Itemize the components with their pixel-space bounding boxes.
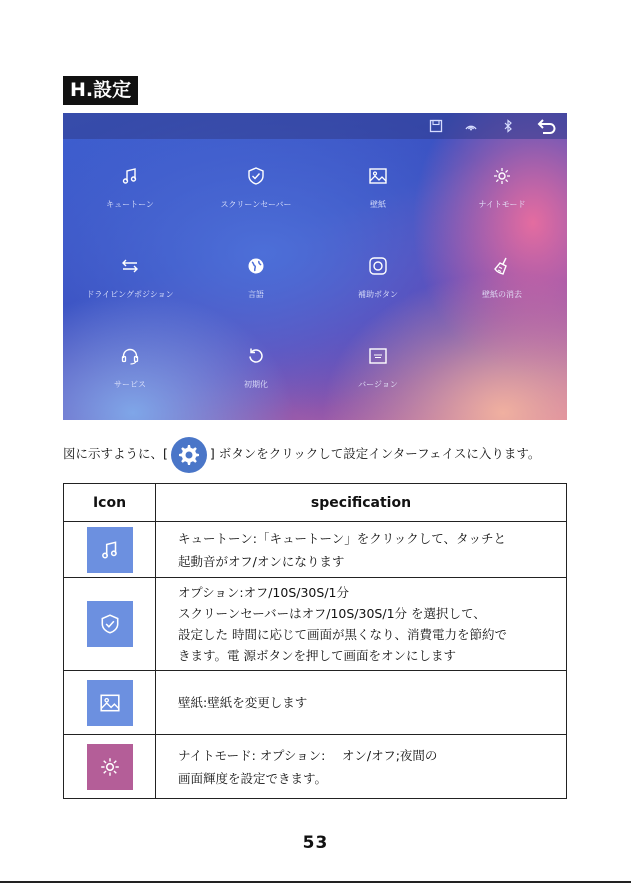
tile-label: ドライビングポジション xyxy=(86,290,174,299)
tile-assist-button[interactable] xyxy=(315,256,441,300)
spec-line: オプション:オフ/10S/30S/1分 xyxy=(178,585,349,600)
tile-service[interactable] xyxy=(67,346,193,390)
specification-table xyxy=(63,483,567,799)
bluetooth-icon xyxy=(500,118,516,134)
icon-cell xyxy=(64,578,156,671)
music-note-icon xyxy=(99,539,121,561)
spec-line: 画面輝度を設定できます。 xyxy=(178,770,328,786)
tile-label: 壁紙の消去 xyxy=(482,290,522,299)
icon-cell xyxy=(64,735,156,799)
table-row xyxy=(64,735,567,799)
table-row xyxy=(64,671,567,735)
broom-icon xyxy=(492,256,512,276)
tile-label: 補助ボタン xyxy=(358,290,398,299)
wireless-icon xyxy=(463,118,479,134)
image-icon xyxy=(99,692,121,714)
spec-line: キュートーン:「キュートーン」をクリックして、タッチと xyxy=(178,530,506,546)
settings-button-illustration xyxy=(171,437,207,473)
image-icon xyxy=(368,166,388,186)
spec-line: きます。電 源ボタンを押して画面をオンにします xyxy=(178,648,456,663)
page-number: 53 xyxy=(302,833,329,853)
tile-label: バージョン xyxy=(358,380,398,389)
tile-label: 言語 xyxy=(248,290,264,299)
icon-cell xyxy=(64,671,156,735)
sun-icon xyxy=(492,166,512,186)
tile-label: スクリーンセーバー xyxy=(220,200,292,209)
header-icon: Icon xyxy=(64,484,156,522)
table-row xyxy=(64,578,567,671)
instruction-text-before: 図に示すように、[ xyxy=(63,446,168,461)
spec-line: スクリーンセーバーはオフ/10S/30S/1分 を選択して、 xyxy=(178,606,486,621)
section-title: H.設定 xyxy=(63,76,138,105)
table-row xyxy=(64,522,567,578)
shield-check-icon xyxy=(246,166,266,186)
headset-icon xyxy=(120,346,140,366)
tile-version[interactable] xyxy=(315,346,441,390)
spec-line: 起動音がオフ/オンになります xyxy=(178,553,345,569)
spec-line: ナイトモード: オプション: オン/オフ;夜間の xyxy=(178,747,438,763)
spec-cell xyxy=(156,578,567,671)
sun-icon xyxy=(99,756,121,778)
spec-line: 設定した 時間に応じて画面が黒くなり、消費電力を節約で xyxy=(178,627,507,642)
cue-tone-icon-tile xyxy=(87,527,133,573)
tile-language[interactable] xyxy=(193,256,319,300)
save-icon xyxy=(428,118,444,134)
tile-reset[interactable] xyxy=(193,346,319,390)
night-mode-icon-tile xyxy=(87,744,133,790)
status-bar xyxy=(63,113,567,139)
tile-label: キュートーン xyxy=(106,200,154,209)
wallpaper-icon-tile xyxy=(87,680,133,726)
tile-label: サービス xyxy=(114,380,146,389)
reset-icon xyxy=(246,346,266,366)
music-note-icon xyxy=(120,166,140,186)
header-specification: specification xyxy=(156,484,567,522)
spec-line: 壁紙:壁紙を変更します xyxy=(178,695,308,710)
settings-screen-screenshot xyxy=(63,113,567,420)
tile-night-mode[interactable] xyxy=(439,166,565,210)
instruction-text-after: ] ボタンをクリックして設定インターフェイスに入ります。 xyxy=(209,446,541,461)
tile-label: 初期化 xyxy=(244,380,268,389)
table-header-row xyxy=(64,484,567,522)
spec-cell xyxy=(156,671,567,735)
gear-icon xyxy=(177,443,201,467)
globe-icon xyxy=(246,256,266,276)
swap-arrows-icon xyxy=(120,256,140,276)
icon-cell xyxy=(64,522,156,578)
tile-wallpaper[interactable] xyxy=(315,166,441,210)
instruction-line xyxy=(63,436,567,472)
tile-label: ナイトモード xyxy=(478,200,526,209)
spec-cell xyxy=(156,522,567,578)
tile-driving-position[interactable] xyxy=(67,256,193,300)
tile-clear-wallpaper[interactable] xyxy=(439,256,565,300)
screen-saver-icon-tile xyxy=(87,601,133,647)
shield-check-icon xyxy=(99,613,121,635)
circle-square-icon xyxy=(368,256,388,276)
version-icon xyxy=(368,346,388,366)
spec-cell xyxy=(156,735,567,799)
tile-cue-tone[interactable] xyxy=(67,166,193,210)
tile-label: 壁紙 xyxy=(370,200,386,209)
tile-screen-saver[interactable] xyxy=(193,166,319,210)
back-icon[interactable] xyxy=(537,117,557,135)
